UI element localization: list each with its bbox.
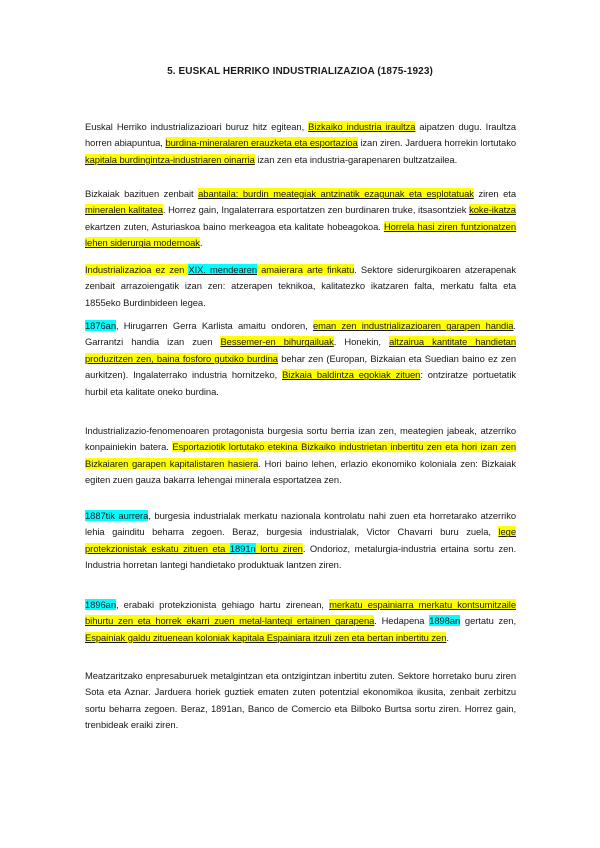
text-run: Bizkaiak bazituen zenbait xyxy=(85,188,199,199)
paragraph-1 xyxy=(85,119,516,168)
highlighted-text: Esportaziotik lortutako etekina Bizkaiko industrietan inbertitu zen eta hori izan zen Bizkaiaren garapen kapitalistaren hasiera xyxy=(85,441,516,469)
highlighted-text: Espainiak galdu zituenean koloniak kapitala Espainiara itzuli zen eta bertan inbertitu zen xyxy=(85,631,447,643)
paragraph-8 xyxy=(85,668,516,734)
highlighted-text: amaierara arte finkatu xyxy=(257,264,355,275)
highlighted-text: Bessemer-en bihurgailuak xyxy=(220,336,334,348)
highlighted-text: lortu ziren xyxy=(255,542,303,554)
document-title: 5. EUSKAL HERRIKO INDUSTRIALIZAZIOA (1875-1923) xyxy=(167,66,433,77)
text-run: . Hedapena xyxy=(374,615,430,627)
text-run: izan zen eta industria-garapenaren bultzatzailea. xyxy=(254,153,458,165)
text-run: , burgesia industrialak merkatu nazionala kontrolatu nahi zuen eta horretarako atzerriko lehia gainditu beharra zegoen. Beraz, burgesia industrialak, Victor Chavarri buru zuela, xyxy=(85,510,516,538)
text-run: Industrializazio-fenomenoaren protagonista burgesia sortu berria izan zen, meategien jabeak, atzerriko konpainiekin batera. xyxy=(85,425,516,453)
highlighted-text: abantaila: burdin meategiak antzinatik ezagunak eta esplotatuak xyxy=(198,188,474,199)
text-run: ekartzen zuten, Asturiaskoa baino merkeagoa eta kalitate hobeagokoa. xyxy=(85,220,384,232)
highlighted-text: eman zen industrializazioaren garapen handia xyxy=(312,320,514,331)
text-run: . Hori baino lehen, erlazio ekonomiko koloniala zen: Bizkaiak egiten zuen gauza bakarra lehengai minerala esportatzea zen. xyxy=(85,457,516,486)
paragraph-5 xyxy=(85,423,516,489)
cyan-highlighted-text: 1876an xyxy=(85,320,116,331)
text-run: gertatu zen, xyxy=(460,615,516,627)
text-run: ziren eta xyxy=(473,188,517,199)
paragraph-3 xyxy=(85,262,516,311)
text-run: . Garrantzi handia izan zuen xyxy=(85,320,516,348)
highlighted-text: burdina-mineralaren erauzketa eta esportazioa xyxy=(165,137,358,149)
highlighted-text: Bizkaia baldintza egokiak zituen xyxy=(282,369,421,381)
highlighted-text: Bizkaiko industria iraultza xyxy=(308,121,416,132)
text-run: : ontziratze portuetatik hurbil eta kalitate oneko burdina. xyxy=(85,369,516,397)
text-run: Meatzaritzako enpresaburuek metalgintzan eta ontzigintzan inbertitu zuten. Sektore horretako buru ziren Sota eta Aznar. Jarduera horiek guztiek ematen zuten potentzial ekonomikoa ikusita, zenbait zerbitzu sortu beharra zegoen. Beraz, 1891an, Banco de Comercio eta Bilboko Burtsa sortu ziren. Horrez gain, trenbideak eraiki ziren. xyxy=(85,670,516,731)
text-run: Euskal Herriko industrializazioari buruz hitz egitean, xyxy=(85,121,309,132)
text-run: izan ziren. Jarduera horrekin lortutako xyxy=(357,137,516,149)
cyan-highlighted-text: 1896an xyxy=(85,599,116,610)
text-run: . Ondorioz, metalurgia-industria ertaina sortu zen. Industria horretan lantegi handietako produktuak lantzen ziren. xyxy=(85,542,517,571)
highlighted-text: altzairua kantitate handietan produzitzen zen, baina fosforo gutxiko burdina xyxy=(85,336,516,364)
highlighted-text: kapitala burdingintza-industriaren oinarria xyxy=(85,153,255,165)
text-run: , erabaki protekzionista gehiago hartu zirenean, xyxy=(115,599,330,610)
text-run: . Horrez gain, Ingalaterrara esportatzen zen burdinaren truke, itsasontziek xyxy=(162,204,470,216)
cyan-highlighted-text: 1891n xyxy=(229,542,256,554)
text-run: , Hirugarren Gerra Karlista amaitu ondoren, xyxy=(115,320,313,331)
text-run: . Honekin, xyxy=(333,336,390,348)
highlighted-text: lege protekzionistak eskatu zituen eta xyxy=(85,526,516,554)
highlighted-text: Industrializazioa ez zen xyxy=(85,264,189,275)
cyan-highlighted-text: 1898an xyxy=(429,615,461,627)
paragraph-2 xyxy=(85,186,516,252)
text-run: behar zen (Europan, Bizkaian eta Suedian baino ez zen aurkitzen). Ingalaterrako industria hornitzeko, xyxy=(85,352,516,381)
text-run: . Sektore siderurgikoaren atzerapenak zenbait arrazoiengatik izan zen: atzerapen teknikoa, kalitatezko ikatzaren falta, merkatu falta eta 1855eko Burdinbideen legea. xyxy=(85,264,516,308)
highlighted-text: Horrela hasi ziren funtzionatzen lehen siderurgia modernoak xyxy=(85,220,516,249)
text-run: . xyxy=(446,631,449,643)
cyan-highlighted-text: 1887tik aurrera xyxy=(85,510,149,521)
highlighted-text: koke-ikatza xyxy=(469,204,516,216)
text-run: aipatzen dugu. Iraultza horren abiapuntua, xyxy=(85,121,516,149)
text-run: . xyxy=(199,237,203,249)
paragraph-6 xyxy=(85,508,516,574)
highlighted-text: mineralen kalitatea xyxy=(85,204,163,216)
cyan-highlighted-text: XIX. mendearen xyxy=(188,264,258,275)
paragraph-4 xyxy=(85,318,516,400)
paragraph-7 xyxy=(85,597,516,646)
highlighted-text: merkatu espainiarra merkatu kontsumitzaile bihurtu zen eta horrek ekarri zuen metal-lantegi ertainen garapena xyxy=(85,599,516,627)
